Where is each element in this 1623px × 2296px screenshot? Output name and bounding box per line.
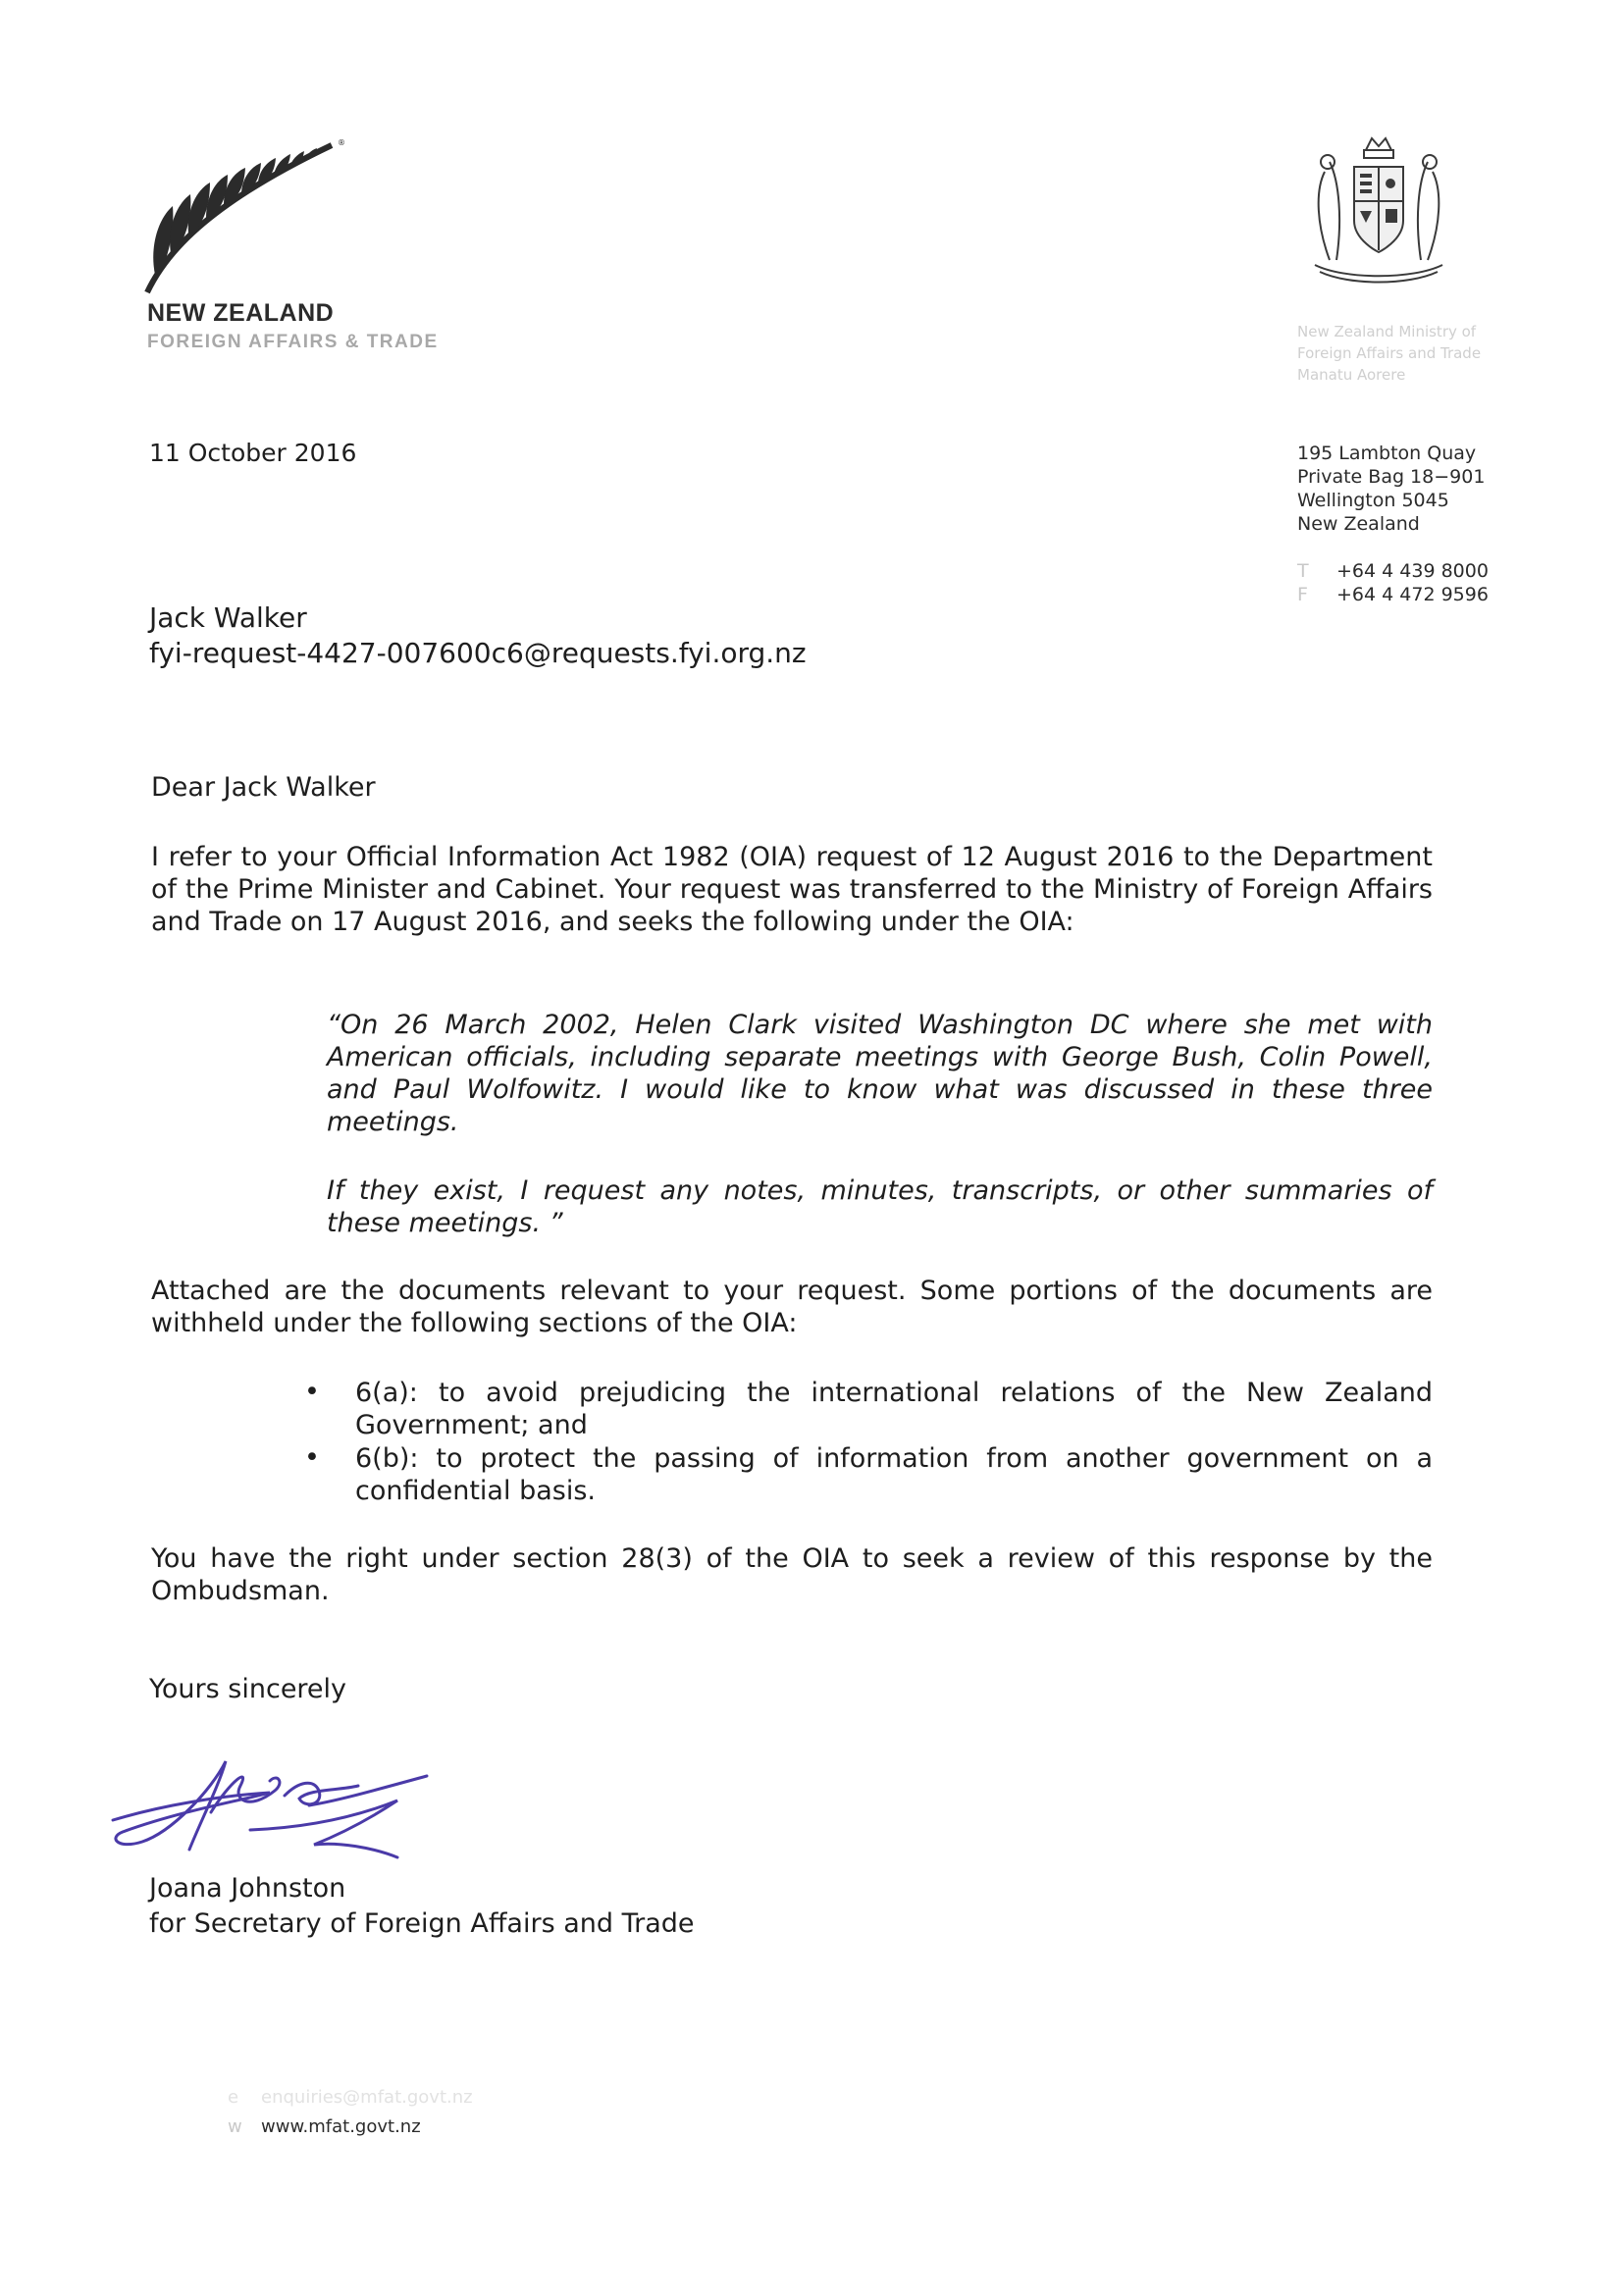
phone-number: +64 4 439 8000 — [1336, 560, 1489, 582]
bullet-icon: • — [304, 1377, 320, 1407]
letter-date: 11 October 2016 — [149, 439, 357, 467]
recipient-block — [149, 600, 807, 671]
quoted-request-1: “On 26 March 2002, Helen Clark visited Washington DC where she met with American officials, including separate meetings with George Bush, Colin Powell, and Paul Wolfowitz. I would like to know what was discussed in these three meetings. — [327, 1010, 1433, 1137]
ministry-line: Foreign Affairs and Trade — [1297, 344, 1482, 362]
address-line: Private Bag 18−901 — [1297, 466, 1486, 488]
email-label: e — [228, 2087, 239, 2108]
paragraph-attached: Attached are the documents relevant to your request. Some portions of the documents are withheld under the following sections of the OIA: — [151, 1276, 1433, 1338]
footer-website — [228, 2116, 421, 2137]
bullet-item: 6(a): to avoid prejudicing the international relations of the New Zealand Government; and — [355, 1378, 1433, 1440]
svg-text:®: ® — [338, 138, 345, 147]
web-label: w — [228, 2116, 242, 2137]
fax-line — [1297, 583, 1489, 606]
email-address[interactable]: enquiries@mfat.govt.nz — [261, 2087, 473, 2108]
fax-label: F — [1297, 584, 1308, 605]
footer-email — [228, 2087, 473, 2108]
paragraph-request: I refer to your Official Information Act 1982 (OIA) request of 12 August 2016 to the Department of the Prime Minister and Cabinet. Your request was transferred to the Ministry of Foreign Affairs and Trade on 17 August 2016, and seeks the following under the OIA: — [151, 842, 1433, 937]
quoted-request-2: If they exist, I request any notes, minutes, transcripts, or other summaries of these meetings. ” — [327, 1175, 1433, 1238]
phone-line — [1297, 559, 1489, 583]
org-subtitle: FOREIGN AFFAIRS & TRADE — [147, 332, 439, 352]
signer-title: for Secretary of Foreign Affairs and Trade — [149, 1908, 695, 1939]
closing: Yours sincerely — [149, 1674, 347, 1704]
ministry-name — [1297, 321, 1481, 386]
website-link[interactable]: www.mfat.govt.nz — [261, 2116, 421, 2137]
ministry-line: New Zealand Ministry of — [1297, 323, 1477, 340]
address-line: New Zealand — [1297, 513, 1420, 535]
address-line: Wellington 5045 — [1297, 490, 1449, 511]
recipient-name: Jack Walker — [149, 601, 307, 634]
org-name: NEW ZEALAND — [147, 299, 335, 327]
salutation: Dear Jack Walker — [151, 772, 376, 803]
fern-logo-icon — [145, 137, 345, 294]
phone-label: T — [1297, 560, 1309, 582]
bullet-item: 6(b): to protect the passing of information from another government on a confidential basis. — [355, 1443, 1433, 1506]
fax-number: +64 4 472 9596 — [1336, 584, 1489, 605]
address-line: 195 Lambton Quay — [1297, 443, 1477, 464]
sender-address — [1297, 442, 1485, 536]
paragraph-review-rights: You have the right under section 28(3) of the OIA to seek a review of this response by the Ombudsman. — [151, 1543, 1433, 1606]
signer-name: Joana Johnston — [149, 1873, 346, 1904]
signature-icon — [103, 1751, 446, 1864]
bullet-icon: • — [304, 1442, 320, 1473]
recipient-email: fyi-request-4427-007600c6@requests.fyi.org.nz — [149, 637, 807, 669]
coat-of-arms-icon — [1295, 132, 1462, 289]
sender-contact — [1297, 559, 1489, 606]
ministry-line: Manatu Aorere — [1297, 366, 1406, 384]
